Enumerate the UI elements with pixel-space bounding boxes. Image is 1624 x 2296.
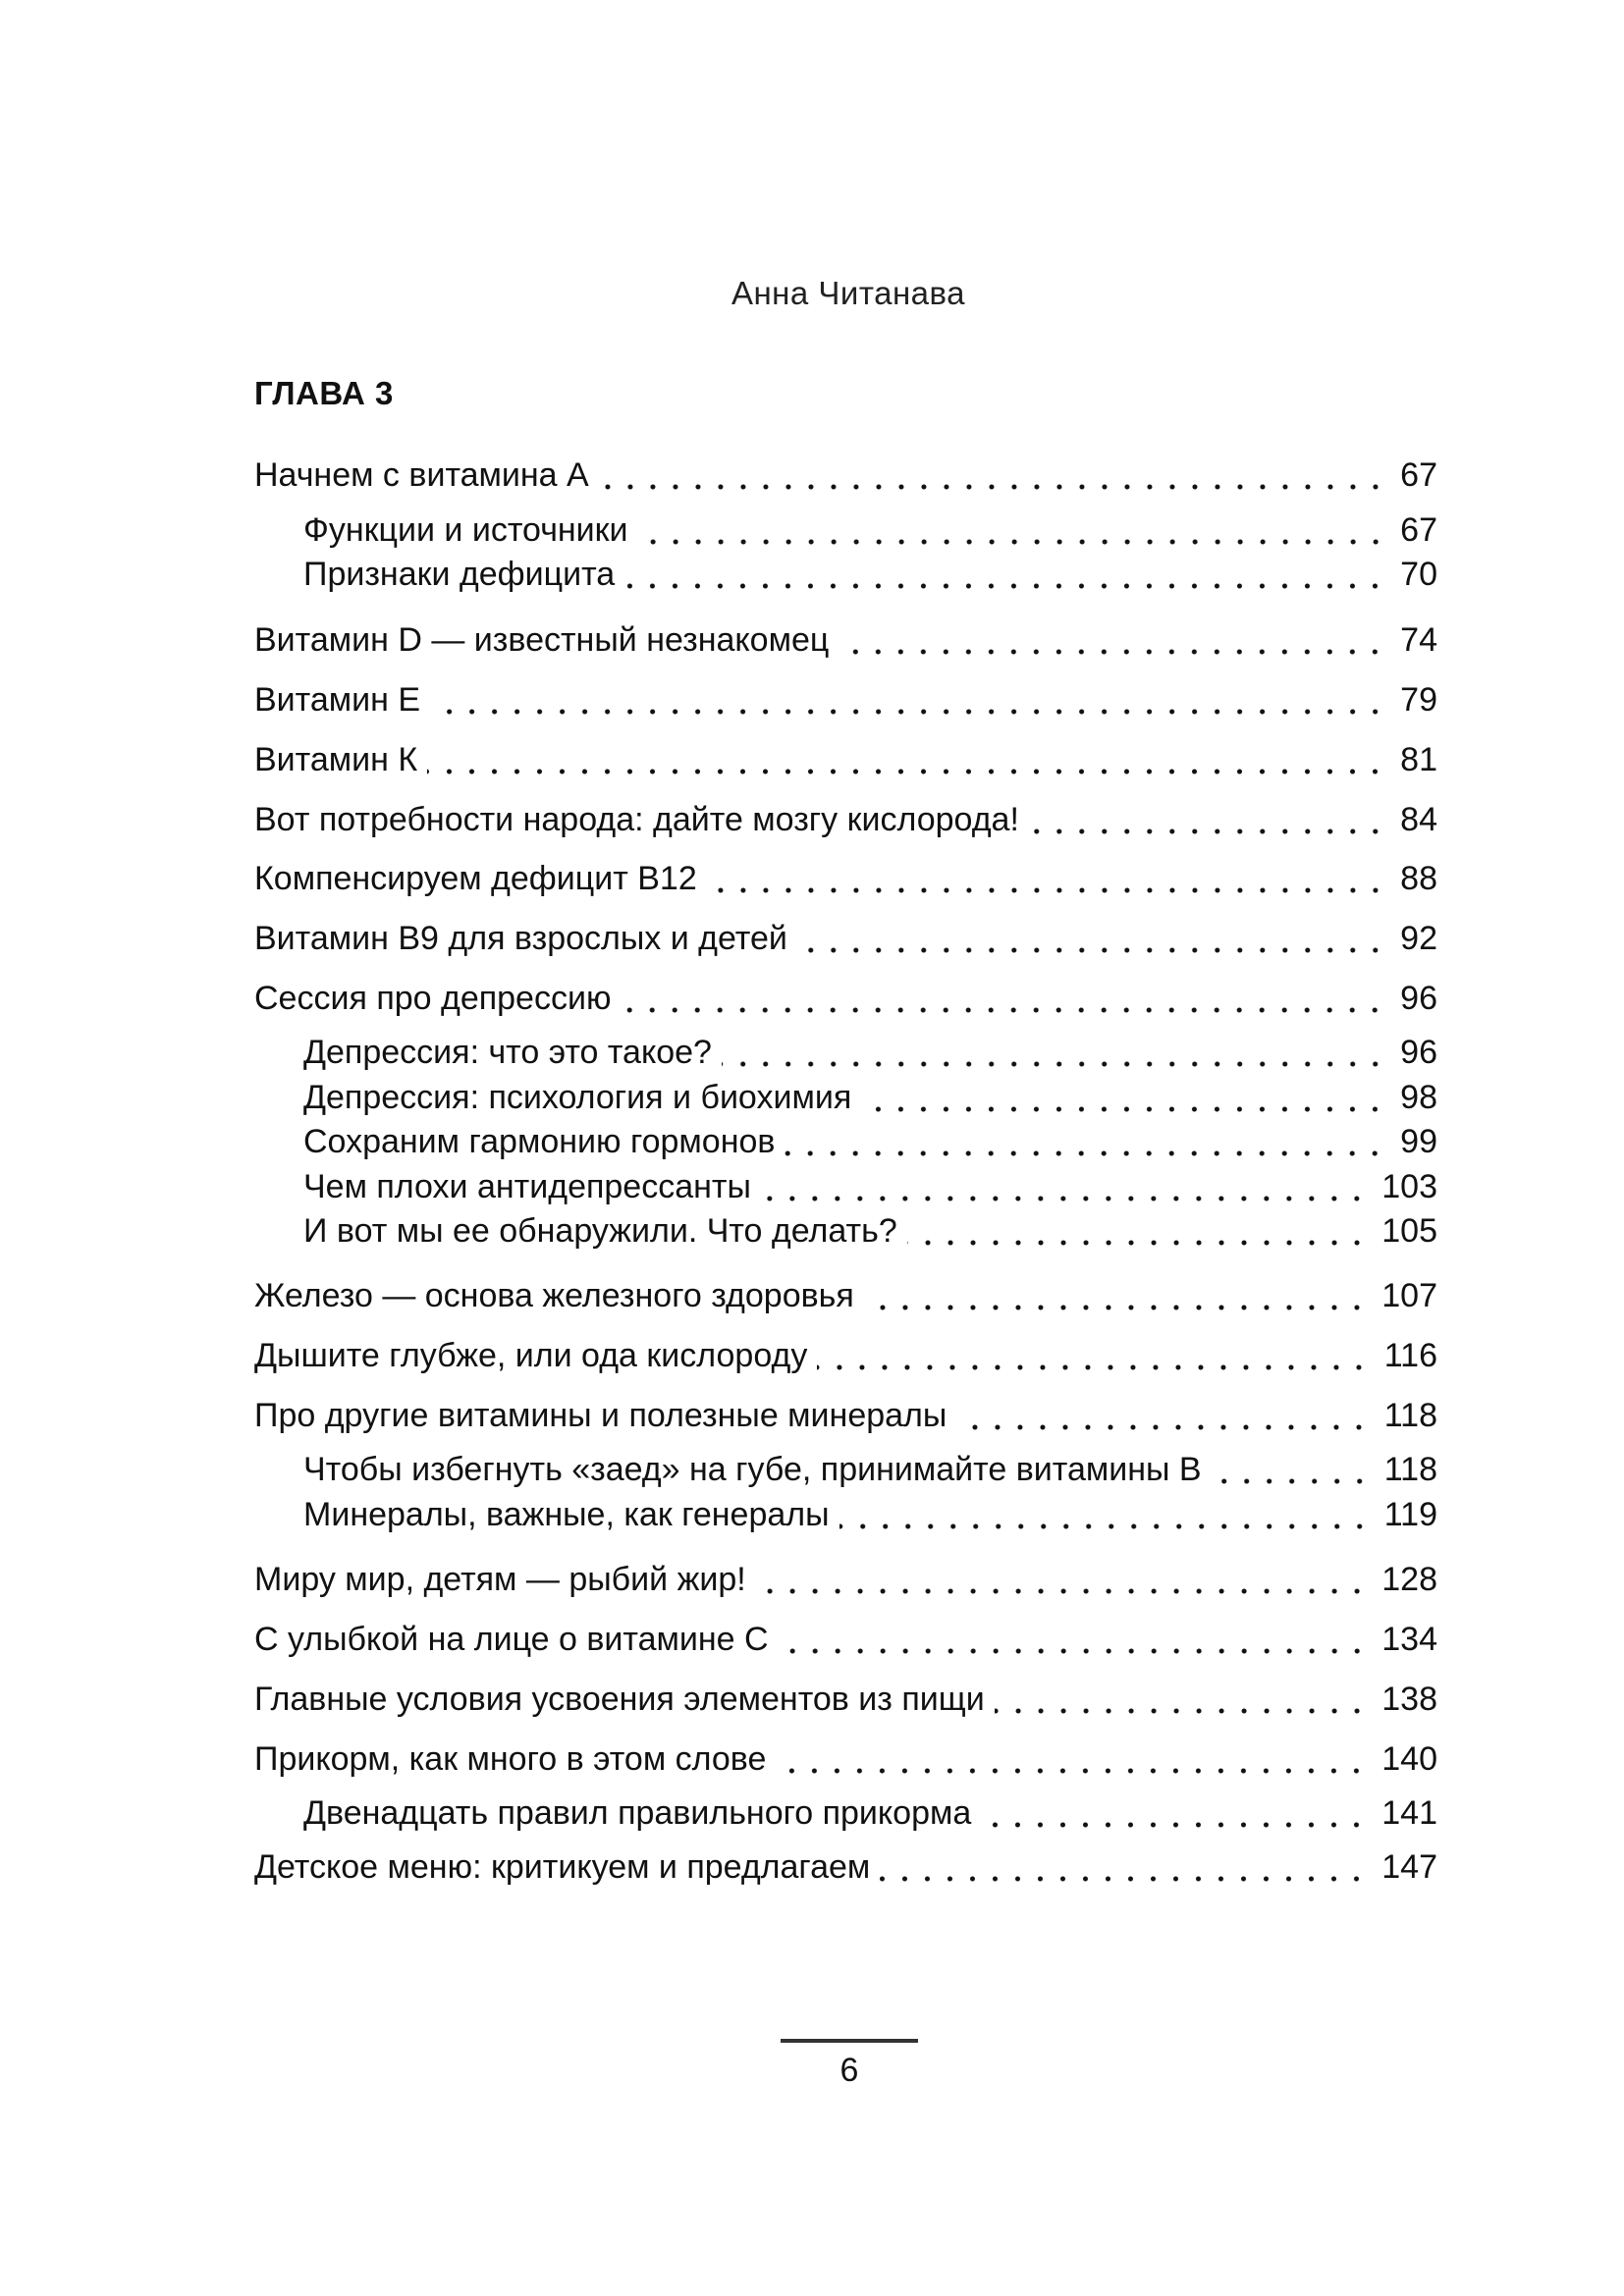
folio-rule	[781, 2039, 918, 2043]
toc-dot-leader	[861, 1076, 1394, 1119]
toc-entry-title: Витамин В9 для взрослых и детей	[254, 920, 787, 957]
toc-subentry[interactable]	[303, 1493, 1437, 1536]
toc-dot-leader	[880, 1845, 1376, 1889]
toc-subentry[interactable]	[303, 1209, 1437, 1253]
toc-subentry[interactable]	[303, 1165, 1437, 1208]
toc-entry-title: Двенадцать правил правильного прикорма	[303, 1794, 972, 1832]
toc-entry-page: 107	[1381, 1277, 1437, 1314]
toc-dot-leader	[839, 1493, 1379, 1536]
toc-entry-title: Депрессия: что это такое?	[303, 1034, 712, 1071]
toc-entry-title: Начнем с витамина А	[254, 456, 589, 494]
toc-entry-page: 119	[1383, 1496, 1437, 1533]
page-number: 6	[839, 2052, 859, 2089]
toc-entry-page: 141	[1381, 1794, 1437, 1832]
toc-dot-leader	[638, 508, 1395, 552]
toc-dot-leader	[761, 1165, 1376, 1208]
toc-entry-page: 116	[1383, 1337, 1437, 1374]
chapter-title: ГЛАВА 3	[254, 375, 394, 411]
toc-dot-leader	[839, 618, 1394, 662]
toc-entry[interactable]	[254, 738, 1437, 781]
toc-subentry[interactable]	[303, 1791, 1437, 1835]
toc-entry[interactable]	[254, 618, 1437, 662]
toc-entry-page: 138	[1381, 1681, 1437, 1718]
toc-entry-title: Компенсируем дефицит В12	[254, 860, 697, 897]
toc-subentry[interactable]	[303, 1031, 1437, 1074]
toc-entry-page: 98	[1400, 1079, 1437, 1116]
toc-entry-title: Чем плохи антидепрессанты	[303, 1168, 751, 1205]
toc-entry-page: 81	[1400, 741, 1437, 778]
toc-entry-page: 84	[1400, 801, 1437, 838]
toc-dot-leader	[1212, 1448, 1379, 1491]
toc-dot-leader	[907, 1209, 1377, 1253]
toc-dot-leader	[785, 1120, 1394, 1163]
toc-entry[interactable]	[254, 1845, 1437, 1889]
toc-dot-leader	[707, 857, 1394, 900]
toc-dot-leader	[981, 1791, 1376, 1835]
toc-entry-page: 96	[1400, 1034, 1437, 1071]
toc-entry-page: 128	[1381, 1561, 1437, 1598]
toc-entry-title: Депрессия: психология и биохимия	[303, 1079, 852, 1116]
toc-dot-leader	[756, 1558, 1377, 1601]
toc-entry-page: 67	[1400, 456, 1437, 494]
toc-subentry[interactable]	[303, 1076, 1437, 1119]
toc-entry[interactable]	[254, 1678, 1437, 1721]
toc-entry-page: 134	[1381, 1621, 1437, 1658]
toc-dot-leader	[621, 977, 1394, 1020]
toc-entry[interactable]	[254, 1394, 1437, 1437]
toc-entry[interactable]	[254, 678, 1437, 721]
toc-entry[interactable]	[254, 857, 1437, 900]
toc-entry[interactable]	[254, 454, 1437, 497]
toc-entry-title: Миру мир, детям — рыбий жир!	[254, 1561, 746, 1598]
toc-entry-title: Витамин D — известный незнакомец	[254, 621, 830, 659]
toc-dot-leader	[779, 1618, 1377, 1661]
toc-entry-page: 92	[1400, 920, 1437, 957]
toc-entry-title: Дышите глубже, или ода кислороду	[254, 1337, 808, 1374]
toc-entry-title: Витамин Е	[254, 681, 421, 719]
toc-entry-title: Железо — основа железного здоровья	[254, 1277, 854, 1314]
toc-dot-leader	[624, 553, 1394, 596]
toc-entry-title: Минералы, важные, как генералы	[303, 1496, 830, 1533]
toc-entry-page: 67	[1400, 511, 1437, 549]
toc-entry[interactable]	[254, 1274, 1437, 1317]
toc-entry-title: Витамин К	[254, 741, 418, 778]
toc-entry-title: Функции и источники	[303, 511, 628, 549]
toc-dot-leader	[776, 1737, 1376, 1781]
toc-entry-title: Признаки дефицита	[303, 556, 616, 593]
toc-entry-page: 118	[1383, 1397, 1437, 1434]
toc-entry-page: 103	[1381, 1168, 1437, 1205]
toc-subentry[interactable]	[303, 1120, 1437, 1163]
toc-entry-page: 96	[1400, 980, 1437, 1017]
toc-entry[interactable]	[254, 977, 1437, 1020]
toc-entry-title: Главные условия усвоения элементов из пищи	[254, 1681, 985, 1718]
toc-entry-title: И вот мы ее обнаружили. Что делать?	[303, 1212, 897, 1250]
toc-entry[interactable]	[254, 798, 1437, 841]
toc-entry[interactable]	[254, 1737, 1437, 1781]
toc-dot-leader	[797, 917, 1394, 960]
running-head: Анна Читанава	[731, 275, 966, 311]
toc-entry-title: Сохраним гармонию гормонов	[303, 1123, 776, 1160]
toc-entry-title: Вот потребности народа: дайте мозгу кислорода!	[254, 801, 1019, 838]
toc-dot-leader	[722, 1031, 1394, 1074]
toc-dot-leader	[430, 678, 1394, 721]
toc-dot-leader	[817, 1334, 1378, 1377]
toc-entry-page: 105	[1381, 1212, 1437, 1250]
toc-entry-page: 88	[1400, 860, 1437, 897]
toc-dot-leader	[956, 1394, 1378, 1437]
toc-entry-title: Чтобы избегнуть «заед» на губе, принимайте витамины В	[303, 1451, 1202, 1488]
toc-subentry[interactable]	[303, 1448, 1437, 1491]
toc-entry[interactable]	[254, 1558, 1437, 1601]
toc-entry-page: 118	[1383, 1451, 1437, 1488]
toc-entry-title: Прикорм, как много в этом слове	[254, 1740, 767, 1778]
toc-entry[interactable]	[254, 1618, 1437, 1661]
toc-entry[interactable]	[254, 917, 1437, 960]
toc-entry-title: Сессия про депрессию	[254, 980, 612, 1017]
toc-entry-title: Детское меню: критикуем и предлагаем	[254, 1848, 871, 1886]
toc-dot-leader	[427, 738, 1394, 781]
toc-dot-leader	[1029, 798, 1394, 841]
toc-entry-page: 74	[1400, 621, 1437, 659]
toc-subentry[interactable]	[303, 508, 1437, 552]
toc-subentry[interactable]	[303, 553, 1437, 596]
toc-dot-leader	[599, 454, 1394, 497]
toc-dot-leader	[995, 1678, 1377, 1721]
toc-entry-page: 79	[1400, 681, 1437, 719]
toc-entry-page: 140	[1381, 1740, 1437, 1778]
toc-entry-title: Про другие витамины и полезные минералы	[254, 1397, 947, 1434]
toc-entry-page: 99	[1400, 1123, 1437, 1160]
toc-entry-page: 147	[1381, 1848, 1437, 1886]
toc-entry-page: 70	[1400, 556, 1437, 593]
toc-entry-title: С улыбкой на лице о витамине С	[254, 1621, 769, 1658]
toc-entry[interactable]	[254, 1334, 1437, 1377]
toc-dot-leader	[864, 1274, 1376, 1317]
